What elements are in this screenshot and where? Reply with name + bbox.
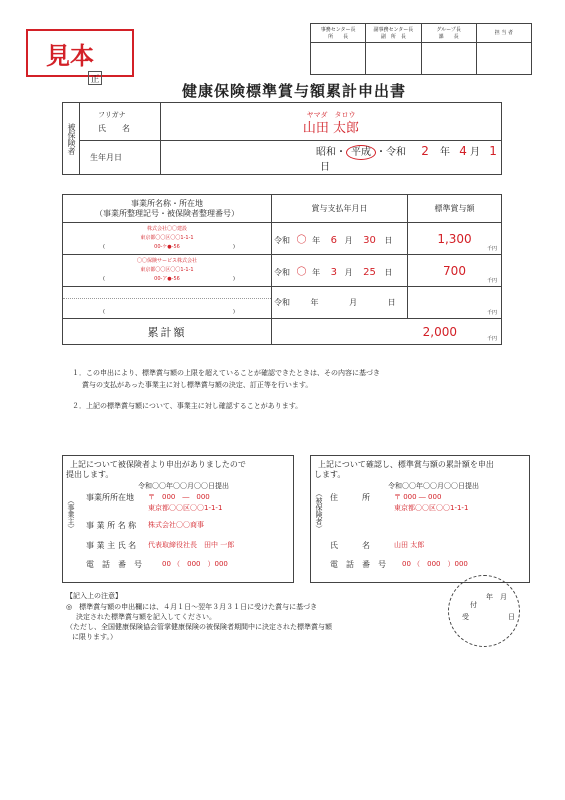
row3-company [63,289,271,298]
table-row [63,287,502,319]
approval-header-4: 担 当 者 [476,24,531,43]
total-row [63,319,502,345]
insured-submit-date: 令和〇〇年〇〇月〇〇日提出 [388,482,479,490]
col2-header-text: 賞与支払年月日 [311,204,368,213]
row3-address [63,298,271,308]
footer-line-3: （ただし、全国健康保険協会管掌健康保険の被保険者期間中に決定された標準賞与額 [66,623,332,631]
insured-postal[interactable]: 〒 000 ― 000 [394,493,442,501]
row1-paren-open: ( [103,244,105,250]
birth-label: 生年月日 [90,153,122,162]
approval-header-1: 事務センター長 所 長 [311,24,366,43]
row2-paren-close: ) [233,276,235,282]
employer-owner-label: 事 業 主 氏 名 [86,541,137,550]
row2-paren-open: ( [103,276,105,282]
col1-header-line1: 事業所名称・所在地 [131,198,203,208]
row2-company: 〇〇保険サービス株式会社 [136,258,197,264]
approval-cell-3 [421,43,476,75]
row2-company-cell[interactable] [63,255,272,287]
bonus-col2-header [272,195,408,223]
birth-month: 4 [459,143,467,158]
row1-year-unit: 年 [312,236,321,245]
era-showa: 昭和・ [316,146,346,158]
row3-date-cell[interactable] [272,287,408,319]
sample-stamp-label: 見本 [46,41,94,70]
birth-month-label: 月 [470,146,481,158]
insured-name[interactable]: 山田 太郎 [394,541,425,549]
row3-number [166,309,168,315]
row2-day-unit: 日 [384,268,393,277]
total-unit: 千円 [486,336,497,342]
employer-submit-date: 令和〇〇年〇〇月〇〇日提出 [138,482,229,490]
row2-date-cell[interactable] [272,255,408,287]
row1-amount: 1,300 [437,231,472,246]
table-row [63,223,502,255]
row3-day-unit: 日 [387,298,396,307]
row2-unit: 千円 [486,278,497,284]
receipt-label-tsuke: 付 [470,601,477,609]
row3-paren-close: ) [233,308,235,315]
approval-cell-1 [311,43,366,75]
total-amount: 2,000 [422,324,457,339]
original-mark-label: 正 [90,74,100,85]
employer-company-label: 事 業 所 名 称 [86,521,137,530]
col1-header-line2: （事業所整理記号・被保険者整理番号） [95,208,239,218]
birth-year-label: 年 [440,146,451,158]
insured-name-label: 氏 名 [330,541,370,550]
bonus-table [62,194,502,345]
birth-label-cell [80,141,161,175]
employer-address[interactable]: 東京都〇〇区〇〇1-1-1 [148,504,223,512]
footer-line-1: ◎ 標準賞与額の申出欄には、４月１日～翌年３月３１日に受けた賞与に基づき [66,603,318,611]
row1-year: 〇 [296,235,307,246]
original-mark [88,71,102,85]
row2-address: 東京都〇〇区〇〇1-1-1 [140,267,194,273]
table-row [63,255,502,287]
approval-header-2: 副事務センター長 副 所 長 [366,24,421,43]
name-label-cell [80,103,161,141]
row3-amount-cell[interactable] [408,287,502,319]
footer-line-2: 決定された標準賞与額を記入してください。 [76,613,216,621]
approval-table [310,23,532,75]
insured-address-label: 住 所 [330,493,370,502]
era-heisei-circled: 平成 [346,145,376,160]
insured-section-label [63,103,80,175]
row3-year-unit: 年 [310,298,319,307]
row1-amount-cell[interactable] [408,223,502,255]
row1-month: 6 [330,235,338,246]
row1-company-cell[interactable] [63,223,272,255]
birth-day-label: 日 [320,161,330,173]
row2-year-unit: 年 [312,268,321,277]
employer-tel-label: 電 話 番 号 [86,560,142,569]
employer-postal-line [148,492,210,502]
row1-address: 東京都〇〇区〇〇1-1-1 [140,235,194,241]
employer-company[interactable]: 株式会社〇〇商事 [148,521,204,529]
row3-company-cell[interactable] [63,287,272,319]
employer-intro-line-1: 上記について被保険者より申出がありましたので [70,460,246,469]
total-label-cell [63,319,272,345]
row2-number-line [63,275,271,284]
bonus-col1-header [63,195,272,223]
row1-unit: 千円 [486,246,497,252]
note-1-line-1: １．この申出により、標準賞与額の上限を超えていることが確認できたときは、その内容に基づき [72,369,380,377]
employer-intro-line-2: 提出します。 [66,470,114,479]
row2-month-unit: 月 [344,268,353,277]
row1-era: 令和 [274,236,290,245]
row2-month: 3 [330,267,338,278]
note-1-line-2: 賞与の支払があった事業主に対し標準賞与額の決定、訂正等を行います。 [82,381,313,389]
name-label: 氏 名 [98,123,130,133]
note-2: ２．上記の標準賞与額について、事業主に対し確認することがあります。 [72,402,303,410]
receipt-year-month: 年 月 [486,593,507,601]
employer-postal: 〒 000 ― 000 [148,493,210,501]
row2-year: 〇 [296,267,307,278]
row1-month-unit: 月 [344,236,353,245]
insured-address[interactable]: 東京都〇〇区〇〇1-1-1 [394,504,469,512]
row1-day: 30 [363,235,376,246]
total-amount-cell[interactable] [272,319,502,345]
insured-intro-line-1: 上記について確認し、標準賞与額の累計額を申出 [318,460,494,469]
name-value-cell[interactable] [161,103,502,141]
bonus-col3-header [408,195,502,223]
row3-number-line [63,308,271,317]
footer-line-4: に限ります。） [72,633,117,641]
insured-table [62,102,502,175]
row3-era: 令和 [274,298,290,307]
receipt-label-uke: 受 [462,613,469,621]
row1-number-line [63,243,271,252]
insured-tel-label: 電 話 番 号 [330,560,386,569]
row3-month-unit: 月 [349,298,358,307]
insured-intro-line-2: します。 [314,470,346,479]
row2-number: 00-ア●-56 [154,276,180,282]
name-value: 山田 太郎 [302,120,360,136]
birth-day: 1 [489,143,497,158]
row1-date-cell[interactable] [272,223,408,255]
row1-day-unit: 日 [384,236,393,245]
row2-amount-cell[interactable] [408,255,502,287]
row2-amount: 700 [443,263,466,278]
birth-year: 2 [421,143,429,158]
insured-side-label: （被保険者） [315,490,323,532]
row3-paren-open: ( [103,308,105,315]
furigana-label: フリガナ [98,110,126,119]
furigana-value: ヤマダ タロウ [306,110,356,119]
row1-paren-close: ) [233,244,235,250]
employer-tel[interactable]: 00 （ 000 ）000 [162,560,228,568]
employer-side-label: （事業主） [67,497,75,532]
total-label: 累計額 [147,325,187,339]
row3-unit: 千円 [486,310,497,316]
receipt-label-day: 日 [508,613,515,621]
sample-stamp [26,29,134,77]
page-title: 健康保険標準賞与額累計申出書 [182,82,407,100]
row1-number: 00-ケ●-56 [154,244,180,250]
employer-owner[interactable]: 代表取締役社長 田中 一郎 [148,541,235,549]
row2-day: 25 [363,267,376,278]
approval-header-3: グループ長 課 長 [421,24,476,43]
row2-era: 令和 [274,268,290,277]
col3-header-text: 標準賞与額 [434,204,475,213]
footer-heading: 【記入上の注意】 [66,592,122,600]
row1-company: 株式会社〇〇建設 [146,226,187,232]
insured-section-text: 被保険者 [67,123,76,155]
employer-address-label: 事業所所在地 [86,493,134,502]
approval-cell-2 [366,43,421,75]
approval-cell-4 [476,43,531,75]
era-reiwa: ・令和 [376,146,406,158]
birth-value-cell[interactable] [161,141,502,175]
insured-tel[interactable]: 00 （ 000 ）000 [402,560,468,568]
receipt-stamp-circle [448,575,520,647]
